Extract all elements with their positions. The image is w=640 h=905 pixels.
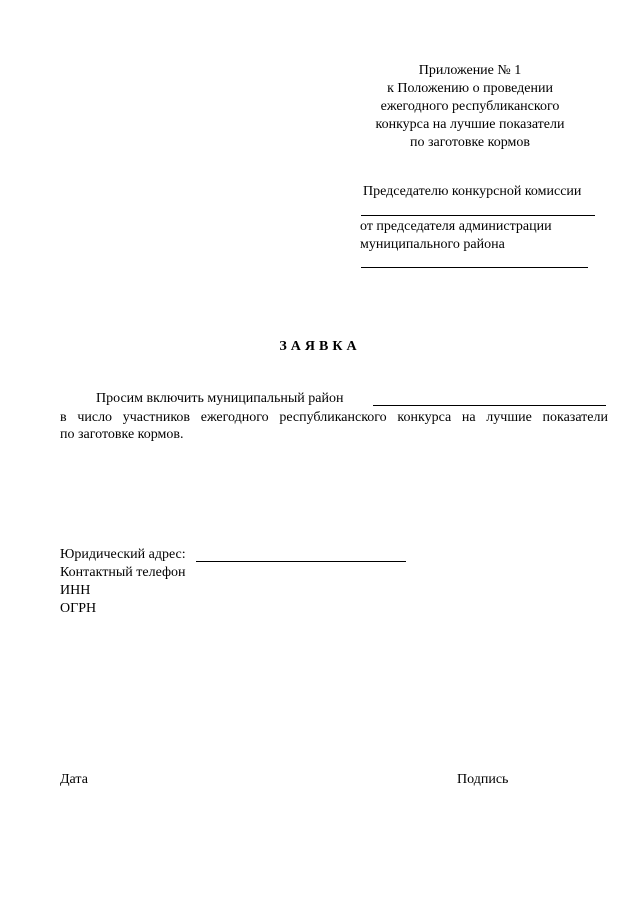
appendix-line-2: к Положению о проведении (387, 81, 553, 96)
administration-chair-blank-line (361, 267, 588, 268)
appendix-header (360, 62, 580, 152)
signature-label: Подпись (457, 772, 509, 787)
inn-label: ИНН (60, 583, 91, 598)
addressee-to: Председателю конкурсной комиссии (363, 184, 582, 199)
addressee-from-line-1: от председателя администрации (360, 219, 552, 234)
phone-label: Контактный телефон (60, 565, 186, 580)
request-line-3: по заготовке кормов. (60, 427, 184, 442)
document-title: ЗАЯВКА (279, 339, 361, 354)
request-line-2: в число участников ежегодного республиканского конкурса на лучшие показатели (60, 410, 608, 425)
appendix-line-3: ежегодного республиканского (380, 99, 560, 114)
district-blank-line (373, 405, 606, 406)
addressee-from-line-2: муниципального района (360, 237, 505, 252)
legal-address-blank-line (196, 561, 406, 562)
legal-address-label: Юридический адрес: (60, 547, 186, 562)
appendix-line-4: конкурса на лучшие показатели (375, 117, 565, 132)
ogrn-label: ОГРН (60, 601, 97, 616)
commission-chair-blank-line (361, 215, 595, 216)
appendix-line-5: по заготовке кормов (409, 135, 530, 150)
appendix-line-1: Приложение № 1 (418, 63, 522, 78)
request-line-1: Просим включить муниципальный район (96, 391, 344, 406)
date-label: Дата (60, 772, 88, 787)
contacts-block (60, 546, 186, 618)
